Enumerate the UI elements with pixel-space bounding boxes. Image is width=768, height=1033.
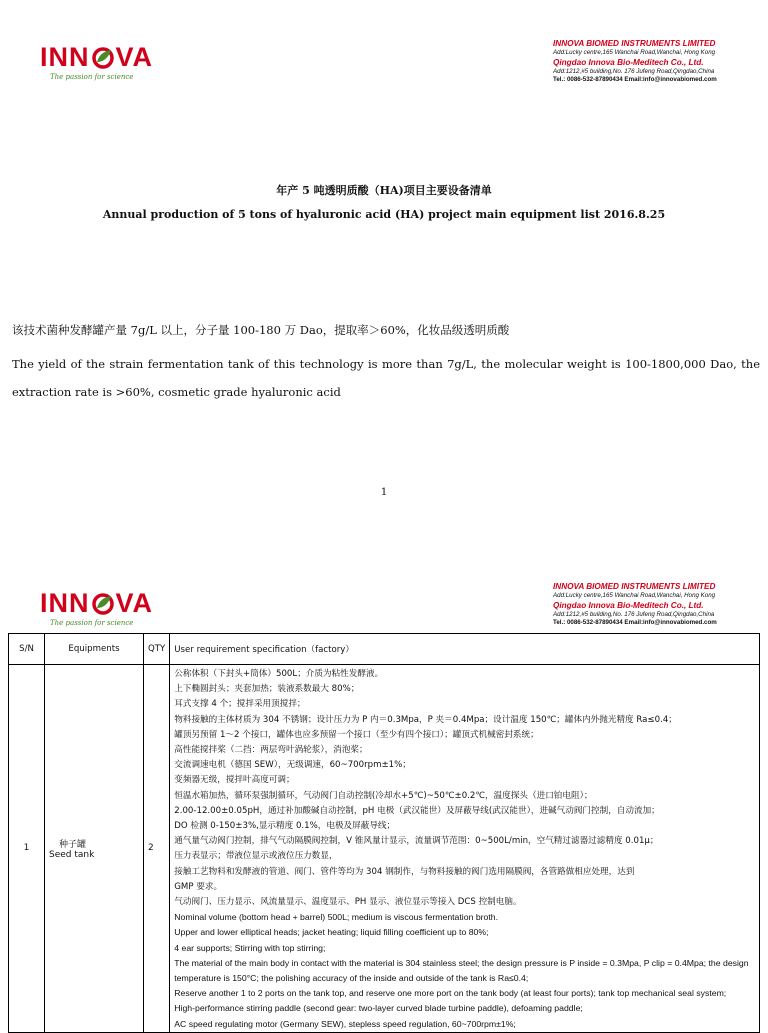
table-header-row bbox=[9, 634, 760, 665]
company-contact: Tel.: 0086-532-87890434 Email:info@innovabiomed.com bbox=[553, 619, 717, 626]
column-header-sn: S/N bbox=[9, 634, 45, 665]
spec-line-chinese: 物料接触的主体材质为 304 不锈钢；设计压力为 P 内＝0.3Mpa，P 夹＝0.4Mpa；设计温度 150℃；罐体内外抛光精度 Ra≤0.4； bbox=[174, 714, 677, 725]
equipment-name-english: Seed tank bbox=[49, 849, 95, 860]
company-address-qingdao: Add:1212,#5 building,No. 176 Jufeng Road,Qingdao,China bbox=[553, 611, 715, 618]
spec-line-chinese: 气动阀门、压力显示、风流量显示、温度显示、PH 显示、液位显示等接入 DCS 控制电脑。 bbox=[174, 897, 522, 908]
spec-line-chinese: GMP 要求。 bbox=[174, 881, 223, 892]
column-header-specification: User requirement specification（factory） bbox=[170, 634, 760, 665]
document-title-english: Annual production of 5 tons of hyaluronic acid (HA) project main equipment list 2016.8.25 bbox=[102, 208, 666, 221]
company-address-qingdao: Add:1212,#5 building,No. 176 Jufeng Road,Qingdao,China bbox=[553, 68, 715, 75]
spec-line-chinese: 压力表显示；带液位显示或液位压力数显， bbox=[174, 851, 338, 862]
company-info-header bbox=[553, 581, 765, 627]
intro-paragraph-english: The yield of the strain fermentation tank of this technology is more than 7g/L, the molecular weight is 100-1800,000 Dao, the extraction rate is >60%, cosmetic grade hyaluronic acid bbox=[12, 357, 760, 399]
spec-line-chinese: 变频器无级，搅拌叶高度可调； bbox=[174, 775, 295, 786]
spec-line-english: Nominal volume (bottom head + barrel) 500L; medium is viscous fermentation broth. bbox=[174, 912, 499, 923]
spec-line-chinese: 交流调速电机（德国 SEW），无级调速，60~700rpm±1%； bbox=[174, 760, 411, 771]
company-address-hk: Add:Lucky centre,165 Wanchai Road,Wanchai, Hong Kong bbox=[553, 592, 716, 599]
column-header-equipment: Equipments bbox=[45, 634, 144, 665]
logo-wordmark: INN VA bbox=[40, 42, 154, 72]
company-logo bbox=[40, 44, 153, 81]
spec-line-english: Reserve another 1 to 2 ports on the tank top, and reserve one more port on the tank body (at least four ports); tank top mechanical seal system; bbox=[174, 988, 727, 999]
spec-line-chinese: 2.00-12.00±0.05pH，通过补加酸碱自动控制，pH 电极（武汉能世）及屏蔽导线(武汉能世），进碱气动阀门控制，自动流加； bbox=[174, 805, 660, 816]
company-address-hk: Add:Lucky centre,165 Wanchai Road,Wanchai, Hong Kong bbox=[553, 49, 716, 56]
table-row bbox=[9, 665, 760, 1033]
company-name-qingdao: Qingdao Innova Bio-Meditech Co., Ltd. bbox=[553, 58, 704, 67]
logo-leaf-icon bbox=[91, 592, 115, 616]
spec-line-chinese: 上下椭圆封头；夹套加热；装液系数最大 80%； bbox=[174, 684, 360, 695]
document-title-chinese: 年产 5 吨透明质酸（HA)项目主要设备清单 bbox=[276, 184, 492, 197]
spec-line-chinese: 通气量气动阀门控制，排气气动隔膜阀控制，V 锥风量计显示，流量调节范围：0~500L/min，空气精过滤器过滤精度 0.01μ； bbox=[174, 836, 659, 847]
spec-line-chinese: 耳式支撑 4 个；搅拌采用顶搅拌； bbox=[174, 699, 306, 710]
spec-line-english: Upper and lower elliptical heads; jacket heating; liquid filling coefficient up to 80%; bbox=[174, 927, 489, 938]
cell-qty: 2 bbox=[144, 665, 170, 1033]
page-number: 1 bbox=[380, 487, 388, 498]
company-logo bbox=[40, 590, 153, 627]
logo-tagline: The passion for science bbox=[50, 619, 134, 627]
spec-line-english: The material of the main body in contact with the material is 304 stainless steel; the design pressure is P inside = 0.3Mpa, P clip = 0.4Mpa; the design temperature is 150°C; the polishing accuracy of the inside and outside of the tank is Ra≤0.4; bbox=[174, 957, 749, 984]
column-header-qty: QTY bbox=[144, 634, 170, 665]
spec-line-chinese: 高性能搅拌桨（二挡：两层弯叶涡轮浆），消泡桨； bbox=[174, 745, 368, 756]
cell-specification bbox=[170, 665, 760, 1033]
spec-line-chinese: 公称体积（下封头+筒体）500L；介质为粘性发酵液。 bbox=[174, 669, 384, 679]
logo-wordmark: INN VA bbox=[40, 588, 154, 618]
spec-line-chinese: 恒温水箱加热，循环泵强制循环，气动阀门自动控制(冷却水+5℃)~50℃±0.2℃，温度探头（进口铂电阻）； bbox=[174, 790, 593, 801]
spec-line-chinese: 接触工艺物料和发酵液的管道、阀门、管件等均为 304 钢制作，与物料接触的阀门选用隔膜阀，各管路做相应处理，达到 bbox=[174, 866, 635, 877]
company-name-hk: INNOVA BIOMED INSTRUMENTS LIMITED bbox=[553, 582, 716, 591]
company-info-header bbox=[553, 38, 765, 84]
cell-equipment bbox=[45, 665, 144, 1033]
equipment-name-chinese: 种子罐 bbox=[59, 839, 87, 850]
intro-paragraph-chinese: 该技术菌种发酵罐产量 7g/L 以上，分子量 100-180 万 Dao，提取率＞60%，化妆品级透明质酸 bbox=[12, 323, 510, 337]
spec-line-english: 4 ear supports; Stirring with top stirring; bbox=[174, 942, 326, 953]
spec-line-english: AC speed regulating motor (Germany SEW), stepless speed regulation, 60~700rpm±1%; bbox=[174, 1018, 516, 1029]
logo-tagline: The passion for science bbox=[50, 73, 134, 81]
spec-line-chinese: DO 检测 0-150±3%,显示精度 0.1%，电极及屏蔽导线； bbox=[174, 821, 396, 832]
equipment-table bbox=[8, 633, 760, 1033]
spec-line-english: High-performance stirring paddle (second gear: two-layer curved blade turbine paddle), defoaming paddle; bbox=[174, 1003, 583, 1014]
company-name-qingdao: Qingdao Innova Bio-Meditech Co., Ltd. bbox=[553, 601, 704, 610]
logo-leaf-icon bbox=[91, 46, 115, 70]
cell-sn: 1 bbox=[9, 665, 45, 1033]
spec-line-chinese: 罐顶另预留 1～2 个接口，罐体也应多预留一个接口（至少有四个接口）；罐顶式机械密封系统； bbox=[174, 729, 539, 740]
company-name-hk: INNOVA BIOMED INSTRUMENTS LIMITED bbox=[553, 39, 716, 48]
company-contact: Tel.: 0086-532-87890434 Email:info@innovabiomed.com bbox=[553, 76, 717, 83]
